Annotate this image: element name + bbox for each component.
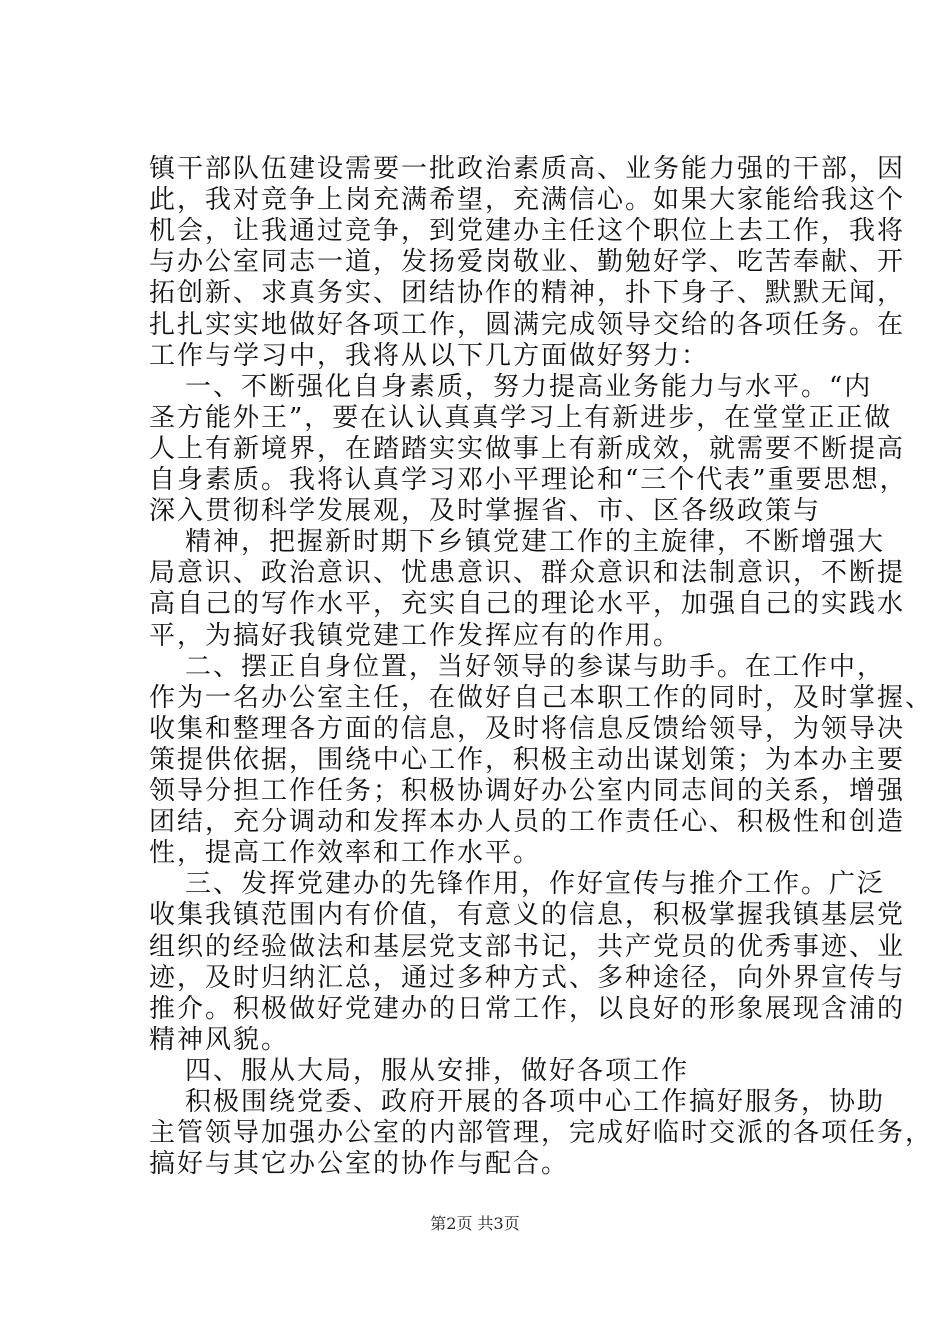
body-text-line: 精神，把握新时期下乡镇党建工作的主旋律，不断增强大 bbox=[185, 527, 886, 557]
body-text-line: 三、发挥党建办的先锋作用，作好宣传与推介工作。广泛 bbox=[185, 869, 886, 899]
body-text-line: 四、服从大局，服从安排，做好各项工作 bbox=[185, 1056, 690, 1086]
page-footer: 第2页 共3页 bbox=[430, 1214, 520, 1233]
body-text-line: 此，我对竞争上岗充满希望，充满信心。如果大家能给我这个 bbox=[149, 185, 906, 215]
body-text-line: 性，提高工作效率和工作水平。 bbox=[149, 838, 542, 868]
body-text-line: 高自己的写作水平，充实自己的理论水平，加强自己的实践水 bbox=[149, 589, 906, 619]
body-text-line: 自身素质。我将认真学习邓小平理论和“三个代表”重要思想， bbox=[149, 465, 908, 495]
body-text-line: 组织的经验做法和基层党支部书记，共产党员的优秀事迹、业 bbox=[149, 932, 906, 962]
body-text-line: 搞好与其它办公室的协作与配合。 bbox=[149, 1149, 570, 1179]
body-text-line: 推介。积极做好党建办的日常工作，以良好的形象展现含浦的 bbox=[149, 994, 906, 1024]
body-text-line: 收集我镇范围内有价值，有意义的信息，积极掌握我镇基层党 bbox=[149, 900, 906, 930]
body-text-line: 领导分担工作任务；积极协调好办公室内同志间的关系，增强 bbox=[149, 776, 906, 806]
body-text-line: 收集和整理各方面的信息，及时将信息反馈给领导，为领导决 bbox=[149, 714, 906, 744]
body-text-line: 精神风貌。 bbox=[149, 1025, 290, 1055]
body-text-line: 平，为搞好我镇党建工作发挥应有的作用。 bbox=[149, 621, 682, 651]
body-text-line: 迹，及时归纳汇总，通过多种方式、多种途径，向外界宣传与 bbox=[149, 963, 906, 993]
body-text-line: 策提供依据，围绕中心工作，积极主动出谋划策；为本办主要 bbox=[149, 745, 906, 775]
body-text-line: 工作与学习中，我将从以下几方面做好努力： bbox=[149, 341, 710, 371]
body-text-line: 机会，让我通过竞争，到党建办主任这个职位上去工作，我将 bbox=[149, 216, 906, 246]
body-text-line: 局意识、政治意识、忧患意识、群众意识和法制意识，不断提 bbox=[149, 558, 906, 588]
body-text-line: 一、不断强化自身素质，努力提高业务能力与水平。“内 bbox=[185, 372, 873, 402]
body-text-line: 圣方能外王”，要在认认真真学习上有新进步，在堂堂正正做 bbox=[149, 403, 893, 433]
body-text-line: 与办公室同志一道，发扬爱岗敬业、勤勉好学、吃苦奉献、开 bbox=[149, 247, 906, 277]
body-text-line: 二、摆正自身位置，当好领导的参谋与助手。在工作中， bbox=[185, 652, 886, 682]
body-text-line: 主管领导加强办公室的内部管理，完成好临时交派的各项任务， bbox=[149, 1118, 934, 1148]
body-text-line: 深入贯彻科学发展观，及时掌握省、市、区各级政策与 bbox=[149, 496, 822, 526]
body-text-line: 镇干部队伍建设需要一批政治素质高、业务能力强的干部，因 bbox=[149, 154, 906, 184]
body-text-line: 人上有新境界，在踏踏实实做事上有新成效，就需要不断提高 bbox=[149, 434, 906, 464]
body-text-line: 作为一名办公室主任，在做好自己本职工作的同时，及时掌握、 bbox=[149, 683, 934, 713]
body-text-line: 拓创新、求真务实、团结协作的精神，扑下身子、默默无闻， bbox=[149, 278, 906, 308]
body-text-line: 团结，充分调动和发挥本办人员的工作责任心、积极性和创造 bbox=[149, 807, 906, 837]
body-text-line: 扎扎实实地做好各项工作，圆满完成领导交给的各项任务。在 bbox=[149, 310, 906, 340]
body-text-line: 积极围绕党委、政府开展的各项中心工作搞好服务，协助 bbox=[185, 1087, 886, 1117]
